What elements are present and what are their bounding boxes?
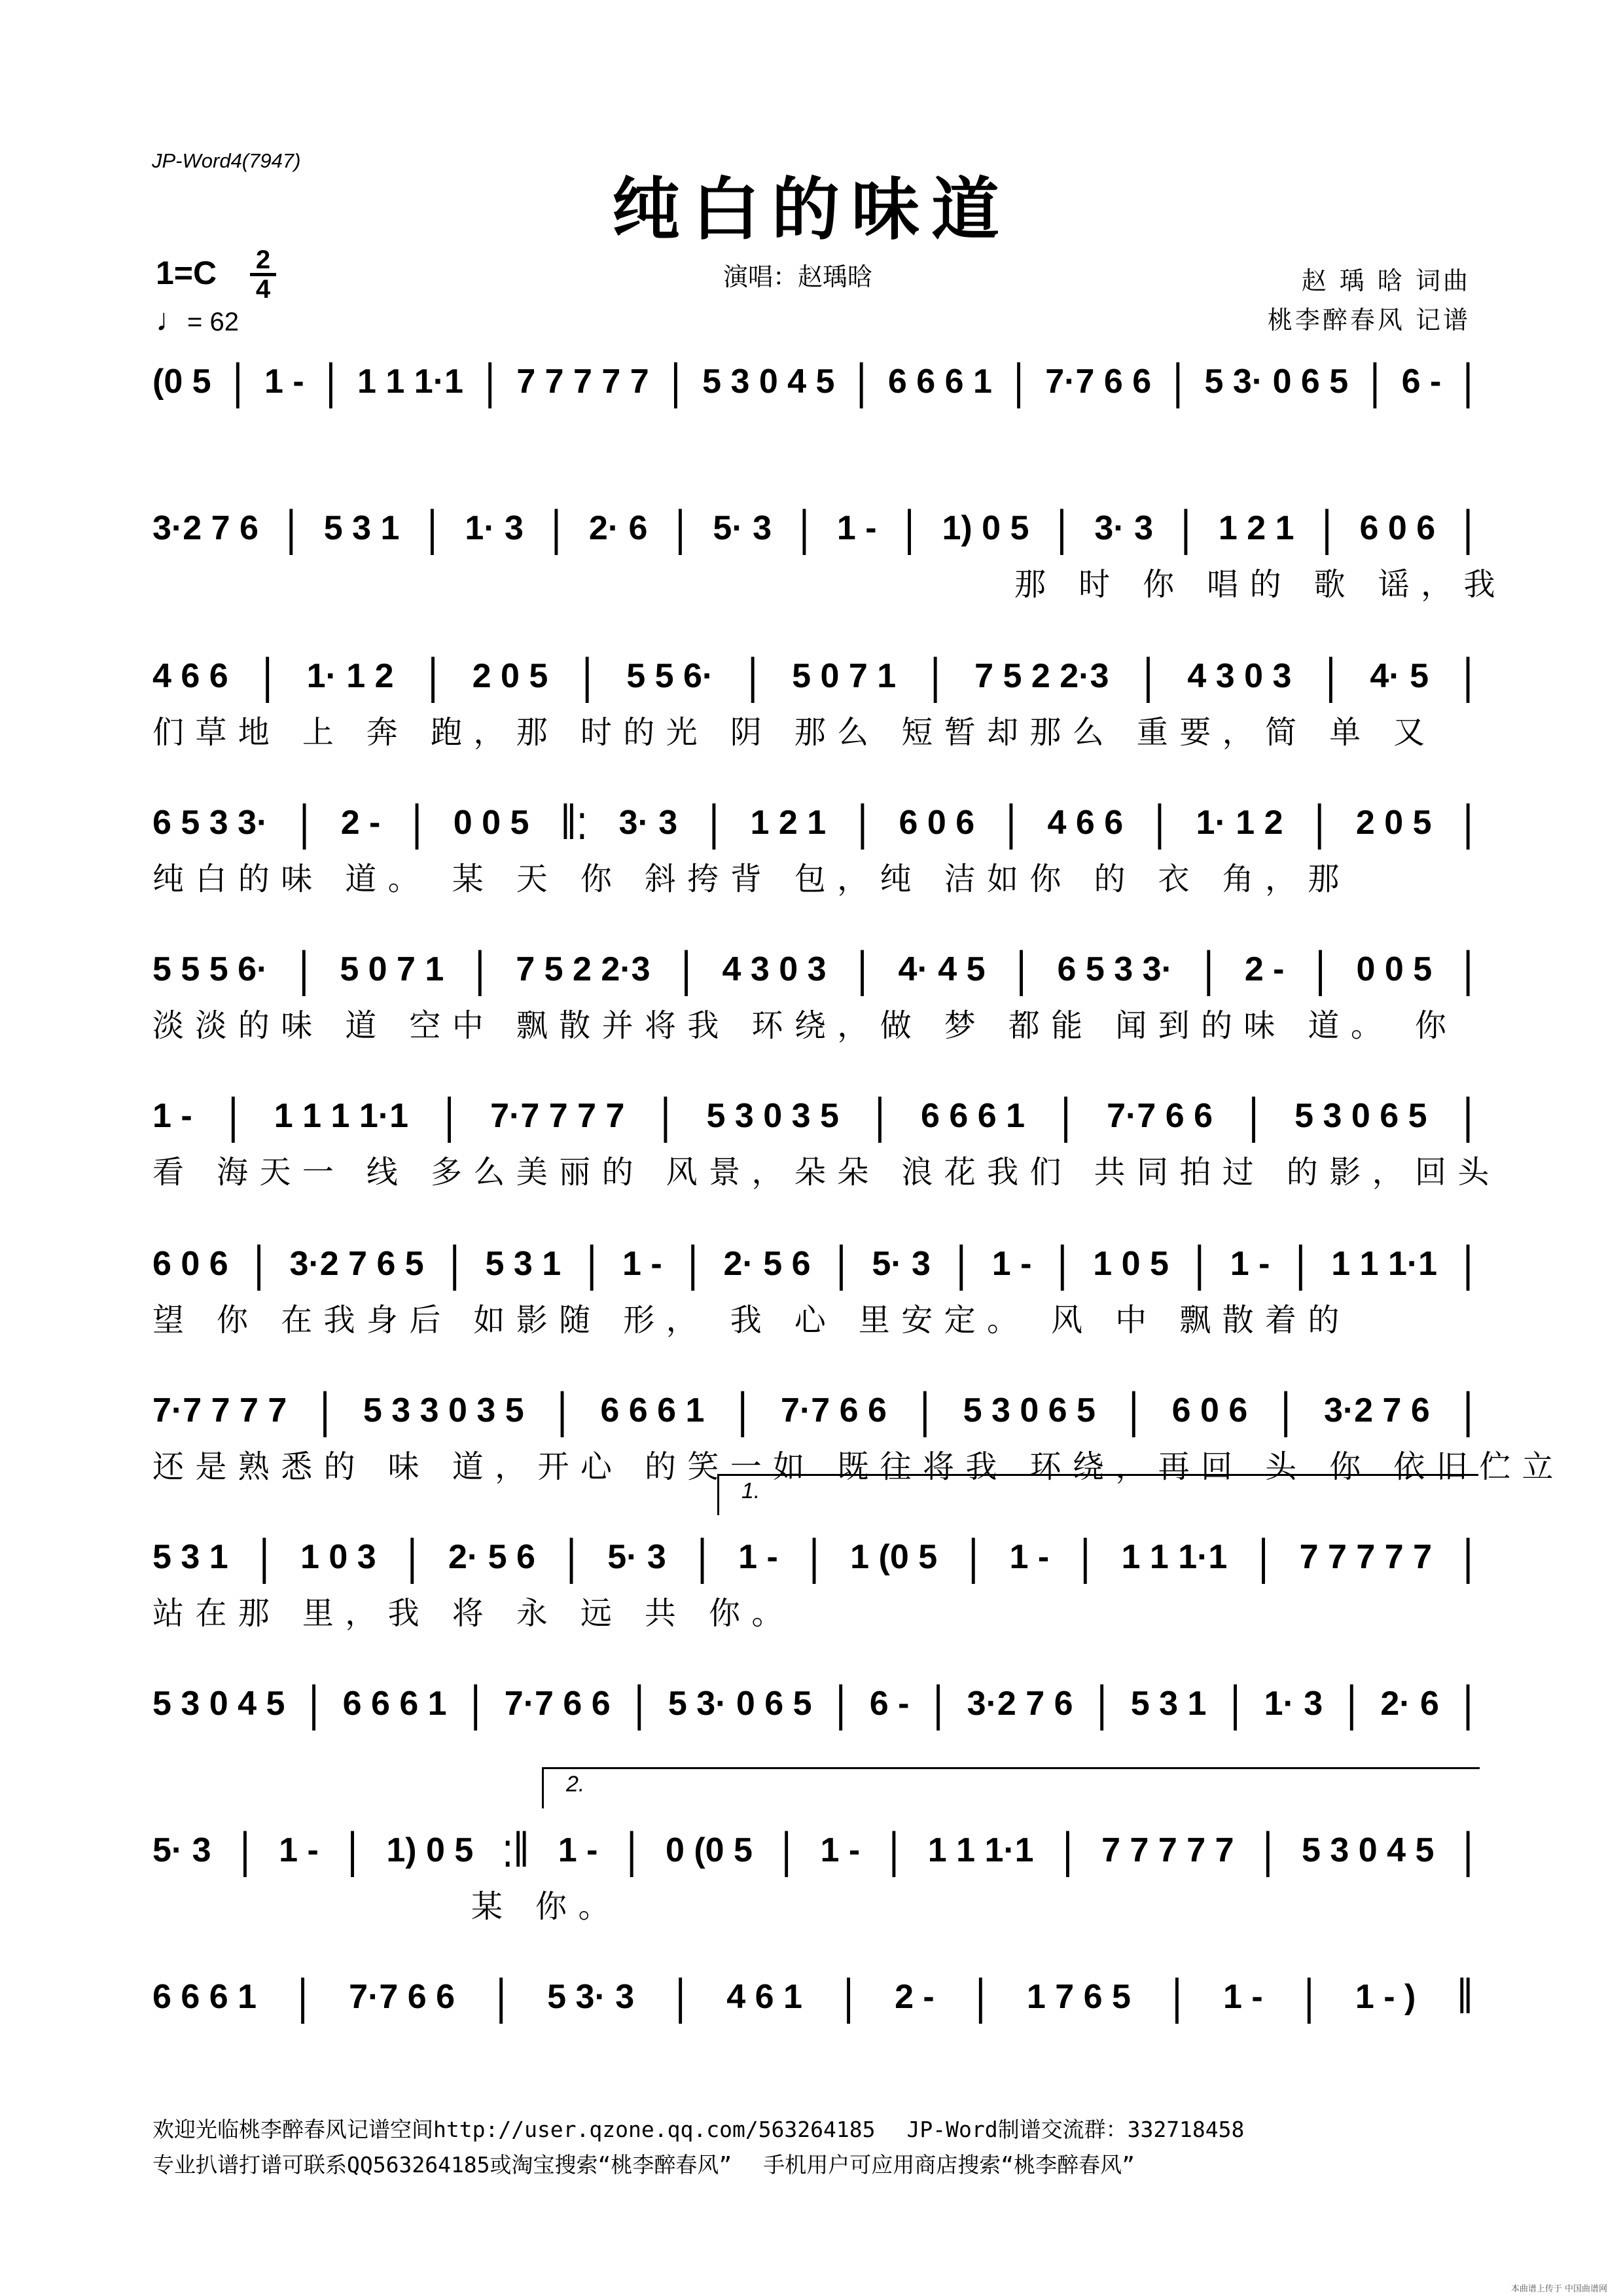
bar-line: | (1204, 941, 1214, 997)
measure: 1· 1 2 (306, 656, 394, 695)
footer-app: 手机用户可应用商店搜索“桃李醉春风” (763, 2152, 1135, 2178)
bar-line: | (1321, 500, 1332, 556)
measure: 7·7 6 6 (781, 1391, 887, 1429)
measure: 3·2 7 6 5 (289, 1244, 424, 1283)
measure: 1 - (279, 1831, 319, 1869)
measure: 5 3· 3 (547, 1977, 635, 2016)
bar-line: | (975, 1969, 986, 2024)
bar-line: | (681, 941, 692, 997)
measure: 1 - (1009, 1537, 1050, 1576)
measure: 1· 3 (465, 509, 524, 547)
bar-line: | (956, 1236, 967, 1291)
measure: 1) 0 5 (386, 1831, 474, 1869)
bar-line: | (1463, 941, 1473, 997)
bar-line: | (874, 1088, 885, 1143)
footer-line-2 (152, 2148, 1135, 2179)
measure: 5 5 6· (626, 656, 714, 695)
bar-line: | (240, 1822, 251, 1878)
bar-line: | (737, 1382, 748, 1438)
bar-line: | (1463, 795, 1473, 850)
measure: 1 1 1·1 (1121, 1537, 1228, 1576)
bar-line: | (1057, 1236, 1068, 1291)
bar-line: | (449, 1236, 460, 1291)
measure: 5· 3 (872, 1244, 931, 1283)
bar-line: | (1096, 1676, 1107, 1731)
footer-group: JP-Word制谱交流群：332718458 (906, 2117, 1245, 2142)
volta-bracket (717, 1474, 1478, 1515)
bar-line: | (843, 1969, 854, 2024)
time-signature (250, 247, 276, 302)
bar-line: | (1128, 1382, 1139, 1438)
measure: 5· 3 (713, 509, 772, 547)
bar-line: | (857, 941, 868, 997)
tempo-value: = 62 (187, 308, 239, 336)
measure: 1 - (264, 362, 304, 401)
bar-line: | (1304, 1969, 1315, 2024)
bar-line: | (1258, 1529, 1269, 1585)
measure: 5 3 1 (485, 1244, 562, 1283)
bar-line: | (557, 1382, 567, 1438)
bar-line: | (406, 1529, 418, 1585)
measure: 4 6 1 (726, 1977, 802, 2016)
measure: 3·2 7 6 (967, 1684, 1073, 1723)
bar-line: | (1060, 1088, 1071, 1143)
measure: 7 5 2 2·3 (974, 656, 1109, 695)
measure: 5 3 0 4 5 (702, 362, 835, 401)
bar-line: | (1194, 1236, 1205, 1291)
bar-line: | (968, 1529, 979, 1585)
measure: 6 6 6 1 (342, 1684, 447, 1723)
bar-line: | (809, 1529, 819, 1585)
measure: 1 (0 5 (850, 1537, 938, 1576)
measure: 4· 5 (1370, 656, 1429, 695)
notation-row (152, 353, 1473, 409)
transcriber-credit: 桃李醉春风 记谱 (1267, 306, 1471, 334)
measure: 6 0 6 (152, 1244, 228, 1283)
bar-line: | (1173, 353, 1183, 409)
measure: 1 2 1 (1218, 509, 1294, 547)
measure: 1 1 1 1·1 (274, 1096, 409, 1135)
song-title: 纯白的味道 (611, 169, 1011, 249)
bar-line: | (551, 500, 562, 556)
bar-line: | (856, 353, 866, 409)
lyrics-line: 看 海天一 线 多么美丽的 风景，朵朵 浪花我们 共同拍过 的影，回头 (152, 1154, 1501, 1191)
measure: 1 - (820, 1831, 861, 1869)
measure: 4· 4 5 (898, 950, 986, 988)
notation-row (152, 1822, 1473, 1878)
measure: 6 0 6 (1359, 509, 1436, 547)
key-signature: 1=C (156, 255, 217, 291)
measure: 6 0 6 (1171, 1391, 1248, 1429)
measure: 6 0 6 (899, 803, 975, 842)
notation-row (152, 1382, 1473, 1438)
bar-line: | (1016, 941, 1027, 997)
measure: 1 - (836, 509, 877, 547)
measure: 1) 0 5 (942, 509, 1029, 547)
time-signature-top: 2 (255, 245, 271, 274)
measure: 7 7 7 7 7 (516, 362, 649, 401)
measure: 7·7 6 6 (1107, 1096, 1213, 1135)
quarter-note-icon: ♩ (156, 303, 187, 338)
measure: 0 0 5 (453, 803, 529, 842)
bar-line: | (633, 1676, 645, 1731)
bar-line: ‖ (1457, 1969, 1473, 2024)
bar-line: | (299, 795, 310, 850)
bar-line: | (325, 353, 336, 409)
bar-line: | (262, 648, 273, 704)
measure: 2· 5 6 (448, 1537, 535, 1576)
measure: 5 3· 0 6 5 (1204, 362, 1349, 401)
bar-line: | (444, 1088, 455, 1143)
measure: 2· 6 (588, 509, 648, 547)
measure: 1 0 3 (300, 1537, 376, 1576)
measure: 6 5 3 3· (152, 803, 268, 842)
bar-line: | (253, 1236, 264, 1291)
measure: 0 (0 5 (665, 1831, 753, 1869)
measure: 7·7 6 6 (504, 1684, 611, 1723)
bar-line: | (781, 1822, 792, 1878)
notation-row (152, 1236, 1473, 1291)
composer-credit: 赵 瑀 晗 词曲 (1301, 266, 1471, 295)
bar-line: | (933, 1676, 944, 1731)
bar-line: | (1463, 1382, 1473, 1438)
bar-line: ‖: (560, 795, 588, 850)
measure: 1 1 1·1 (1331, 1244, 1438, 1283)
footer-line-1 (152, 2113, 1244, 2144)
bar-line: | (626, 1822, 637, 1878)
notation-row (152, 648, 1473, 704)
bar-line: | (799, 500, 810, 556)
bar-line: | (298, 941, 310, 997)
bar-line: | (1325, 648, 1336, 704)
bar-line: | (427, 500, 438, 556)
bar-line: | (1230, 1676, 1241, 1731)
lyrics-line: 站在那 里，我 将 永 远 共 你。 (152, 1595, 794, 1632)
measure: 5 5 5 6· (152, 950, 268, 988)
measure: 7·7 7 7 7 (490, 1096, 625, 1135)
measure: 1 - (622, 1244, 662, 1283)
bar-line: | (1171, 1969, 1183, 2024)
lyrics-line: 还是熟悉的 味 道，开心 的笑一如 既往将我 环绕，再回 头 你 依旧伫立 (152, 1448, 1565, 1485)
measure: 2 - (895, 1977, 935, 2016)
bar-line: | (1346, 1676, 1357, 1731)
measure: 4 3 0 3 (722, 950, 827, 988)
bar-line: | (670, 353, 681, 409)
bar-line: | (1314, 795, 1325, 850)
measure: 1 - (1223, 1977, 1263, 2016)
measure: 5 3 0 4 5 (1302, 1831, 1435, 1869)
bar-line: | (857, 795, 868, 850)
bar-line: | (1280, 1382, 1291, 1438)
bar-line: | (474, 941, 486, 997)
footer-website: 欢迎光临桃李醉春风记谱空间http://user.qzone.qq.com/563264185 (152, 2117, 876, 2142)
bar-line: | (675, 1969, 686, 2024)
bar-line: | (1463, 353, 1473, 409)
bar-line: | (1463, 1676, 1473, 1731)
bar-line: | (836, 1236, 847, 1291)
volta-number: 2. (566, 1772, 585, 1797)
measure: 1 2 1 (750, 803, 827, 842)
bar-line: | (889, 1822, 899, 1878)
measure: 5· 3 (152, 1831, 211, 1869)
lyrics-line: 望 你 在我身后 如影随 形， 我 心 里安定。 风 中 飘散着的 (152, 1302, 1351, 1338)
measure: 1 - (152, 1096, 192, 1135)
bar-line: | (919, 1382, 931, 1438)
notation-row (152, 1529, 1473, 1585)
bar-line: | (675, 500, 686, 556)
measure: 5 3 0 6 5 (1294, 1096, 1427, 1135)
lyrics-line: 们草地 上 奔 跑，那 时的光 阴 那么 短暂却那么 重要，简 单 又 (152, 714, 1436, 751)
bar-line: | (1056, 500, 1067, 556)
measure: 2 - (1244, 950, 1285, 988)
measure: 7 7 7 7 7 (1101, 1831, 1234, 1869)
bar-line: | (1463, 1236, 1473, 1291)
measure: 2 0 5 (472, 656, 548, 695)
measure: 4 6 6 (152, 656, 228, 695)
measure: 4 6 6 (1047, 803, 1124, 842)
measure: 1 1 1·1 (927, 1831, 1034, 1869)
measure: 1 0 5 (1093, 1244, 1169, 1283)
measure: 4 3 0 3 (1187, 656, 1292, 695)
measure: 5 0 7 1 (340, 950, 444, 988)
lyrics-line: 纯白的味 道。 某 天 你 斜挎背 包，纯 洁如你 的 衣 角，那 (152, 861, 1351, 897)
measure: 5 3 1 (152, 1537, 228, 1576)
measure: 7 7 7 7 7 (1299, 1537, 1433, 1576)
measure: 2 0 5 (1355, 803, 1432, 842)
lyrics-line: 某 你。 (471, 1888, 621, 1925)
measure: 5 3 3 0 3 5 (363, 1391, 524, 1429)
bar-line: | (1463, 1822, 1473, 1878)
measure: 2· 6 (1380, 1684, 1439, 1723)
bar-line: | (747, 648, 758, 704)
measure: 6 6 6 1 (600, 1391, 705, 1429)
measure: 3· 3 (1094, 509, 1153, 547)
measure: 2 - (340, 803, 381, 842)
bar-line: | (904, 500, 915, 556)
bar-line: | (1463, 648, 1473, 704)
bar-line: | (835, 1676, 846, 1731)
bar-line: | (495, 1969, 507, 2024)
measure: 5 3 0 6 5 (963, 1391, 1096, 1429)
bar-line: | (1248, 1088, 1259, 1143)
measure: 7 5 2 2·3 (516, 950, 651, 988)
measure: 0 0 5 (1356, 950, 1433, 988)
time-signature-bottom: 4 (255, 275, 271, 304)
bar-line: | (582, 648, 593, 704)
measure: (0 5 (152, 362, 211, 401)
bar-line: | (1262, 1822, 1274, 1878)
measure: 5 3 1 (1130, 1684, 1207, 1723)
measure: 5· 3 (607, 1537, 666, 1576)
measure: 3·2 7 6 (1323, 1391, 1430, 1429)
measure: 5 0 7 1 (792, 656, 897, 695)
notation-row (152, 1676, 1473, 1731)
bar-line: | (1143, 648, 1154, 704)
notation-row (152, 795, 1473, 850)
measure: 1· 1 2 (1196, 803, 1283, 842)
bar-line: | (697, 1529, 707, 1585)
bar-line: | (1315, 941, 1326, 997)
lyrics-line: 那 时 你 唱的 歌 谣，我 (1014, 566, 1507, 603)
bar-line: | (1154, 795, 1165, 850)
measure: 7·7 6 6 (349, 1977, 455, 2016)
measure: 6 6 6 1 (920, 1096, 1026, 1135)
measure: 5 3· 0 6 5 (668, 1684, 812, 1723)
bar-line: | (566, 1529, 577, 1585)
measure: 5 3 1 (323, 509, 400, 547)
bar-line: | (427, 648, 438, 704)
bar-line: | (308, 1676, 319, 1731)
bar-line: | (1295, 1236, 1306, 1291)
bar-line: | (412, 795, 422, 850)
bar-line: | (319, 1382, 330, 1438)
measure: 6 - (869, 1684, 910, 1723)
measure: 2· 5 6 (723, 1244, 811, 1283)
footer-contact: 专业扒谱打谱可联系QQ563264185或淘宝搜索“桃李醉春风” (152, 2152, 732, 2178)
measure: 6 5 3 3· (1057, 950, 1173, 988)
measure: 3· 3 (618, 803, 678, 842)
measure: 6 6 6 1 (887, 362, 992, 401)
bar-line: | (286, 500, 296, 556)
bar-line: | (1062, 1822, 1073, 1878)
measure: 7·7 6 6 (1045, 362, 1152, 401)
bar-line: | (1463, 1088, 1473, 1143)
measure: 1· 3 (1264, 1684, 1323, 1723)
measure: 1 - (1230, 1244, 1270, 1283)
measure: 5 3 0 4 5 (152, 1684, 285, 1723)
lyrics-line: 淡淡的味 道 空中 飘散并将我 环绕，做 梦 都能 闻到的味 道。 你 (152, 1007, 1458, 1044)
bar-line: | (1370, 353, 1380, 409)
tempo-marking (156, 302, 239, 338)
notation-row (152, 941, 1473, 997)
measure: 3·2 7 6 (152, 509, 259, 547)
software-label: JP-Word4(7947) (152, 149, 301, 172)
bar-line: | (1463, 1529, 1473, 1585)
bar-line: | (484, 353, 495, 409)
bar-line: | (470, 1676, 481, 1731)
measure: 6 6 6 1 (152, 1977, 257, 2016)
bar-line: | (1181, 500, 1191, 556)
bar-line: | (1013, 353, 1024, 409)
notation-row (152, 1088, 1473, 1143)
bar-line: | (930, 648, 940, 704)
bar-line: | (687, 1236, 698, 1291)
bar-line: | (297, 1969, 308, 2024)
bar-line: | (660, 1088, 671, 1143)
measure: 1 7 6 5 (1026, 1977, 1131, 2016)
bar-line: | (232, 353, 243, 409)
measure: 6 - (1401, 362, 1442, 401)
bar-line: | (347, 1822, 358, 1878)
bar-line: | (259, 1529, 270, 1585)
bar-line: | (1463, 500, 1473, 556)
measure: 7·7 7 7 7 (152, 1391, 287, 1429)
notation-row (152, 1969, 1473, 2024)
bar-line: | (228, 1088, 239, 1143)
bar-line: :‖ (502, 1822, 529, 1878)
measure: 1 1 1·1 (357, 362, 463, 401)
upload-note: 本曲谱上传于 中国曲谱网 (1510, 2284, 1607, 2294)
singer-credit: 演唱：赵瑀晗 (723, 262, 873, 291)
bar-line: | (709, 795, 719, 850)
volta-bracket (542, 1767, 1480, 1808)
bar-line: | (1080, 1529, 1091, 1585)
measure: 1 - (558, 1831, 598, 1869)
bar-line: | (1006, 795, 1016, 850)
measure: 5 3 0 3 5 (706, 1096, 839, 1135)
measure: 1 - (738, 1537, 778, 1576)
measure: 1 - (991, 1244, 1032, 1283)
measure: 1 - ) (1355, 1977, 1416, 2016)
bar-line: | (586, 1236, 597, 1291)
volta-number: 1. (741, 1479, 760, 1503)
notation-row (152, 500, 1473, 556)
